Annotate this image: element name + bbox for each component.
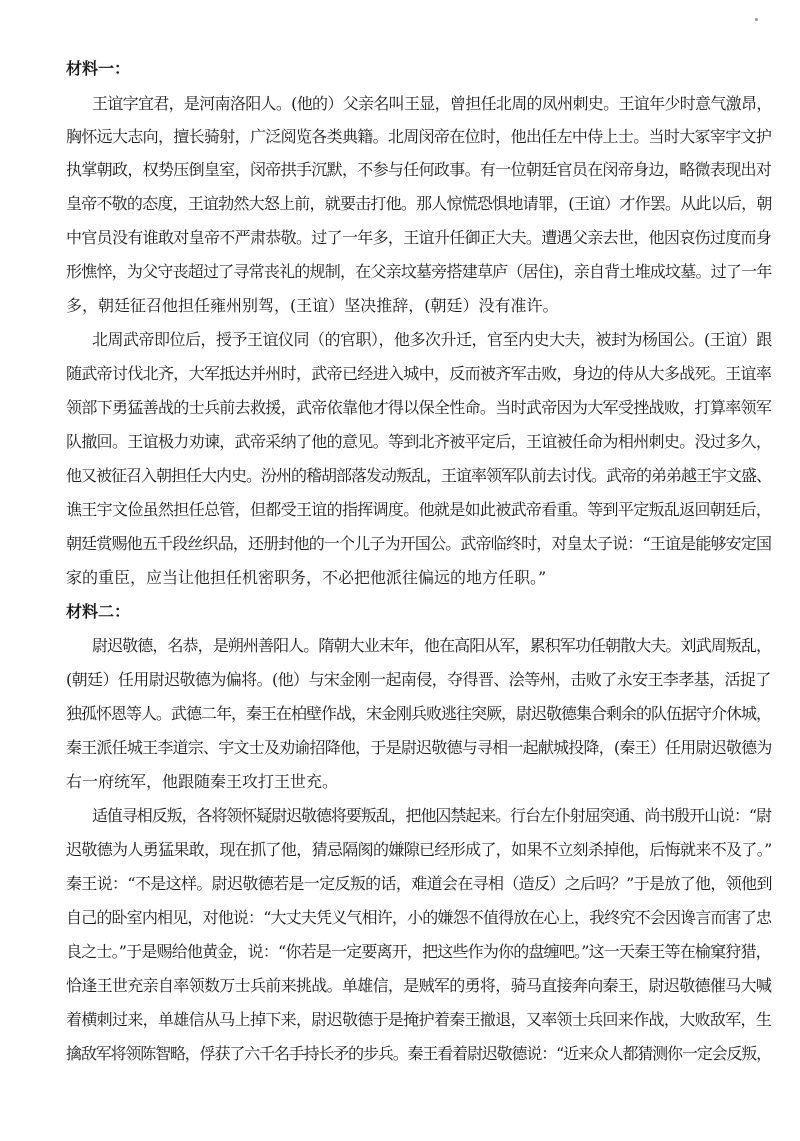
text-line: 迟敬德为人勇猛果敢，现在抓了他，猜忌隔阂的嫌隙已经形成了，如果不立刻杀掉他，后悔就来不及了。” <box>66 840 772 859</box>
text-line: 他又被征召入朝担任大内史。汾州的稽胡部落发动叛乱，王谊率领军队前去讨伐。武帝的弟弟越王宇文盛、 <box>66 466 772 485</box>
text-line: 家的重臣，应当让他担任机密职务，不必把他派往偏远的地方任职。” <box>66 568 547 587</box>
text-line: 随武帝讨伐北齐，大军抵达并州时，武帝已经进入城中，反而被齐军击败，身边的侍从大多战死。王谊率 <box>66 364 772 383</box>
text-line: 秦王派任城王李道宗、宇文士及劝谕招降他，于是尉迟敬德与寻相一起献城投降，(秦王）任用尉迟敬德为 <box>66 738 772 757</box>
text-line: 右一府统军，他跟随秦王攻打王世充。 <box>66 772 339 791</box>
text-line: 领部下勇猛善战的士兵前去救援，武帝依靠他才得以保全性命。当时武帝因为大军受挫战败，打算率领军 <box>66 398 772 417</box>
text-line: 秦王说：“不是这样。尉迟敬德若是一定反叛的话，难道会在寻相（造反）之后吗？”于是放了他，领他到 <box>66 874 772 893</box>
text-line: 恰逢王世充亲自率领数万士兵前来挑战。单雄信，是贼军的勇将，骑马直接奔向秦王，尉迟敬德催马大喊 <box>66 976 772 995</box>
text-line: 北周武帝即位后，授予王谊仪同（的官职），他多次升迁，官至内史大夫，被封为杨国公。(王谊）跟 <box>92 330 772 349</box>
text-line: (朝廷）任用尉迟敬德为偏将。(他）与宋金刚一起南侵，夺得晋、浍等州，击败了永安王李孝基，活捉了 <box>66 670 771 689</box>
material-two-heading: 材料二： <box>66 602 131 621</box>
text-line: 适值寻相反叛，各将领怀疑尉迟敬德将要叛乱，把他囚禁起来。行台左仆射屈突通、尚书殷开山说：“尉 <box>92 806 771 825</box>
text-line: 独孤怀恩等人。武德二年，秦王在柏壁作战，宋金刚兵败逃往突厥，尉迟敬德集合剩余的队伍据守介休城， <box>66 704 772 723</box>
text-line: 中官员没有谁敢对皇帝不严肃恭敬。过了一年多，王谊升任御正大夫。遭遇父亲去世，他因哀伤过度而身 <box>66 228 772 247</box>
text-line: 队撤回。王谊极力劝谏，武帝采纳了他的意见。等到北齐被平定后，王谊被任命为相州刺史。没过多久， <box>66 432 772 451</box>
text-line: 尉迟敬德，名恭，是朔州善阳人。隋朝大业末年，他在高阳从军，累积军功任朝散大夫。刘武周叛乱， <box>92 636 772 655</box>
text-line: 胸怀远大志向，擅长骑射，广泛阅览各类典籍。北周闵帝在位时，他出任左中侍上士。当时大冢宰宇文护 <box>66 127 772 146</box>
text-line: 执掌朝政，权势压倒皇室，闵帝拱手沉默，不参与任何政事。有一位朝廷官员在闵帝身边，略微表现出对 <box>66 160 772 179</box>
text-line: 良之士。”于是赐给他黄金，说：“你若是一定要离开，把这些作为你的盘缠吧。”这一天秦王等在榆窠狩猎， <box>66 942 771 961</box>
text-line: 形憔悴，为父守丧超过了寻常丧礼的规制，在父亲坟墓旁搭建草庐（居住)，亲自背土堆成坟墓。过了一年 <box>66 262 772 281</box>
material-one-heading: 材料一： <box>66 59 131 78</box>
text-line: 多，朝廷征召他担任雍州别驾，(王谊）坚决推辞，(朝廷）没有准许。 <box>66 296 559 315</box>
text-line: 着横刺过来，单雄信从马上掉下来，尉迟敬德于是掩护着秦王撤退，又率领士兵回来作战，大败敌军，生 <box>66 1010 772 1029</box>
text-line: 王谊字宜君，是河南洛阳人。(他的）父亲名叫王显，曾担任北周的凤州刺史。王谊年少时意气激昂， <box>92 94 772 113</box>
text-line: 自己的卧室内相见，对他说：“大丈夫凭义气相许，小的嫌怨不值得放在心上，我终究不会因谗言而害了忠 <box>66 908 772 927</box>
text-line: 谯王宇文俭虽然担任总管，但都受王谊的指挥调度。他就是如此被武帝看重。等到平定叛乱返回朝廷后， <box>66 500 772 519</box>
text-line: 朝廷赏赐他五千段丝织品，还册封他的一个儿子为开国公。武帝临终时，对皇太子说：“王谊是能够安定国 <box>66 534 772 553</box>
text-line: 擒敌军将领陈智略，俘获了六千名手持长矛的步兵。秦王看着尉迟敬德说：“近来众人都猜测你一定会反叛， <box>66 1044 771 1063</box>
scan-speck <box>755 18 758 21</box>
text-line: 皇帝不敬的态度，王谊勃然大怒上前，就要击打他。那人惊慌恐惧地请罪，(王谊）才作罢。从此以后，朝 <box>66 194 772 213</box>
